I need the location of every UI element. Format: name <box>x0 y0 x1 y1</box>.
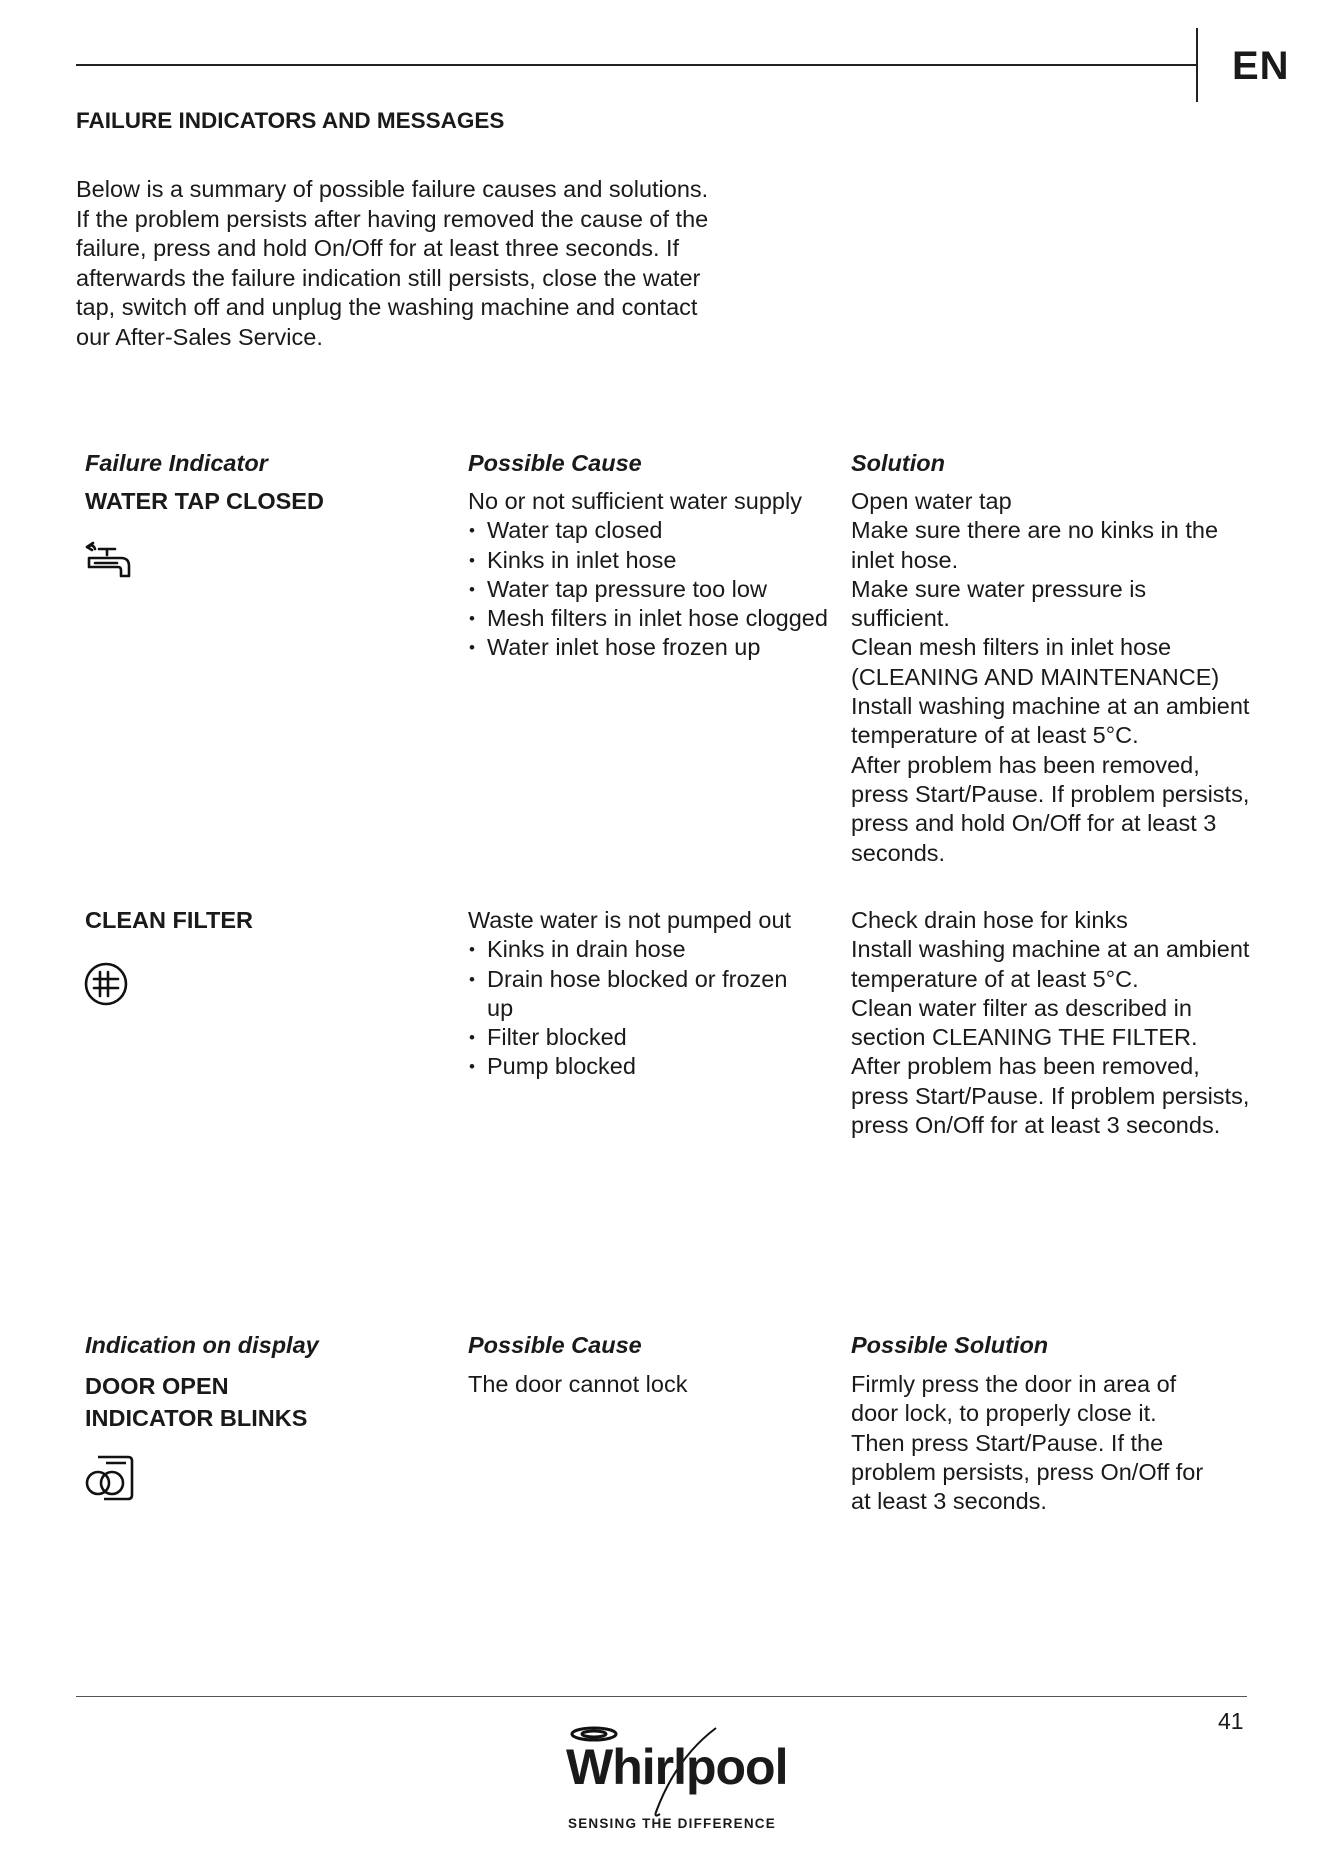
solution-group-drain <box>851 906 1251 1140</box>
page-number: 41 <box>1218 1708 1244 1734</box>
header-solution: Solution <box>851 450 945 476</box>
solution-item: Open water tap <box>851 488 1012 514</box>
language-code: EN <box>1232 44 1290 88</box>
cause-group-water-supply <box>468 487 838 663</box>
cause-item: • Pump blocked <box>468 1052 838 1081</box>
filter-icon <box>84 960 132 1008</box>
cause-title: No or not sufficient water supply <box>468 488 802 514</box>
water-tap-icon <box>83 541 153 591</box>
indicator-clean-filter: CLEAN FILTER <box>85 907 253 933</box>
cause-item: • Water tap closed <box>468 516 838 545</box>
indicator-line: DOOR OPEN <box>85 1373 229 1399</box>
cause-item: • Water inlet hose frozen up <box>468 633 838 662</box>
header-possible-cause-2: Possible Cause <box>468 1332 642 1358</box>
solution-item: Make sure water pressure is sufficient. <box>851 575 1147 632</box>
solution-item: Clean water filter as described in section CLEANING THE FILTER. <box>851 994 1198 1051</box>
solution-item: Install washing machine at an ambient temperature of at least 5°C. <box>851 936 1250 992</box>
solution-item: Clean mesh filters in inlet hose (CLEANING AND MAINTENANCE) <box>851 634 1220 690</box>
cause-group-drain <box>468 906 838 1082</box>
solution-item: After problem has been removed, press Start/Pause. If problem persists, press On/Off for at least 3 seconds. <box>851 1053 1250 1139</box>
cause-item: • Water tap pressure too low <box>468 575 838 604</box>
indicator-water-tap-closed: WATER TAP CLOSED <box>85 488 324 514</box>
solution-item: Make sure there are no kinks in the inlet hose. <box>851 517 1219 573</box>
solution-door: Firmly press the door in area of door lock, to properly close it. Then press Start/Pause. If the problem persists, press On/Off for at least 3 seconds. <box>851 1371 1204 1515</box>
intro-paragraph-1: Below is a summary of possible failure causes and solutions. <box>76 176 709 202</box>
cause-item: • Kinks in inlet hose <box>468 546 838 575</box>
cause-title: Waste water is not pumped out <box>468 907 792 933</box>
solution-item: After problem has been removed, press Start/Pause. If problem persists, press and hold On/Off for at least 3 seconds. <box>851 751 1250 866</box>
door-lock-icon <box>84 1455 138 1503</box>
header-failure-indicator: Failure Indicator <box>85 450 268 476</box>
header-possible-solution: Possible Solution <box>851 1332 1049 1358</box>
bottom-rule <box>76 1696 1247 1697</box>
indicator-line: INDICATOR BLINKS <box>85 1405 308 1431</box>
intro-paragraph-2: If the problem persists after having removed the cause of the failure, press and hold On/Off for at least three seconds. If afterwards the failure indication still persists, close the water tap, switch off and unplug the washing machine and contact our After-Sales Service. <box>76 205 709 350</box>
section-title: FAILURE INDICATORS AND MESSAGES <box>76 108 505 133</box>
brand-wordmark: Whirlpool <box>566 1739 788 1795</box>
header-possible-cause: Possible Cause <box>468 450 642 476</box>
language-divider <box>1196 28 1198 102</box>
cause-item: • Filter blocked <box>468 1023 838 1052</box>
indicator-door-open <box>85 1370 445 1434</box>
brand-tagline: SENSING THE DIFFERENCE <box>568 1816 776 1831</box>
cause-item: • Drain hose blocked or frozen up <box>468 965 817 1024</box>
intro-text <box>76 175 716 352</box>
solution-item: Install washing machine at an ambient temperature of at least 5°C. <box>851 693 1250 749</box>
header-indication-on-display: Indication on display <box>85 1332 319 1358</box>
cause-item: • Kinks in drain hose <box>468 935 838 964</box>
whirlpool-logo <box>556 1724 788 1844</box>
cause-item: • Mesh filters in inlet hose clogged <box>468 604 838 633</box>
solution-item: Check drain hose for kinks <box>851 907 1128 933</box>
top-rule <box>76 64 1196 66</box>
solution-group-water-supply <box>851 487 1251 868</box>
cause-door: The door cannot lock <box>468 1371 688 1397</box>
